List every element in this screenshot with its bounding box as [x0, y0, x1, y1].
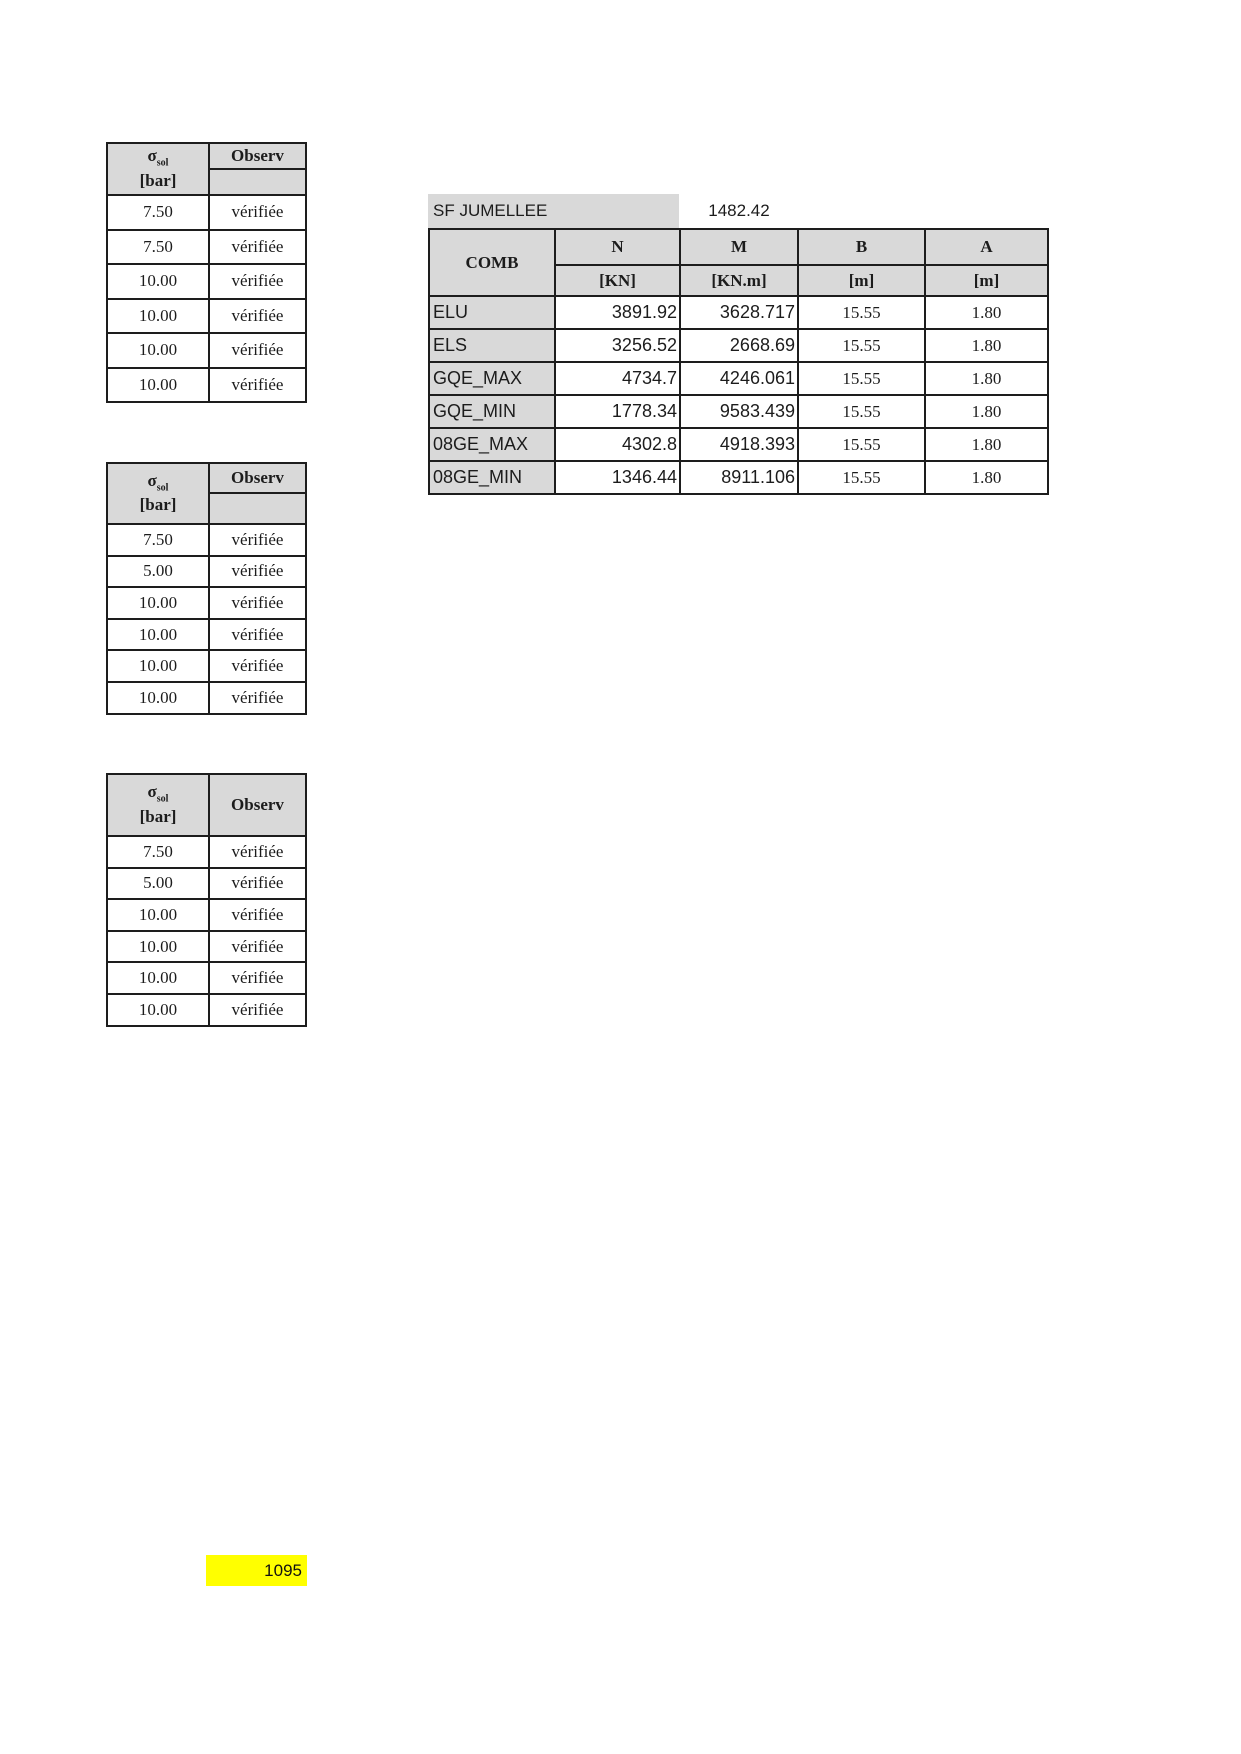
- table-row: [107, 931, 306, 963]
- col-unit-m: [KN.m]: [680, 265, 798, 296]
- table-row: [107, 899, 306, 931]
- table-row: [107, 868, 306, 900]
- observ-value-cell: vérifiée: [209, 524, 306, 556]
- col-unit-b: [m]: [798, 265, 925, 296]
- b-value-cell: 15.55: [798, 461, 925, 494]
- comb-cell: GQE_MIN: [429, 395, 555, 428]
- observ-value-cell: vérifiée: [209, 619, 306, 651]
- m-value-cell: 8911.106: [680, 461, 798, 494]
- sf-jumellee-row: [428, 194, 799, 228]
- table-row: [107, 994, 306, 1026]
- observ-value-cell: vérifiée: [209, 556, 306, 588]
- bar-unit-label: [bar]: [139, 170, 177, 190]
- sigma-table-2: [106, 462, 307, 715]
- observ-value-cell: vérifiée: [209, 962, 306, 994]
- observ-value-cell: vérifiée: [209, 868, 306, 900]
- table-row: [429, 461, 1048, 494]
- bar-unit-label: [bar]: [139, 495, 177, 515]
- col-header-n: N: [555, 229, 680, 265]
- sigma-symbol: σ: [147, 146, 157, 166]
- observ-value-cell: vérifiée: [209, 195, 306, 230]
- sigma-header-cell: [107, 463, 209, 524]
- comb-cell: 08GE_MAX: [429, 428, 555, 461]
- table-row: [107, 299, 306, 334]
- col-header-m: M: [680, 229, 798, 265]
- table-row: [107, 333, 306, 368]
- a-value-cell: 1.80: [925, 362, 1048, 395]
- sigma-symbol: σ: [147, 782, 157, 802]
- a-value-cell: 1.80: [925, 395, 1048, 428]
- sigma-value-cell: 10.00: [107, 619, 209, 651]
- a-value-cell: 1.80: [925, 296, 1048, 329]
- observ-value-cell: vérifiée: [209, 836, 306, 868]
- observ-value-cell: vérifiée: [209, 587, 306, 619]
- comb-cell: ELU: [429, 296, 555, 329]
- table-row: [429, 395, 1048, 428]
- observ-value-cell: vérifiée: [209, 899, 306, 931]
- n-value-cell: 4734.7: [555, 362, 680, 395]
- n-value-cell: 3891.92: [555, 296, 680, 329]
- comb-cell: ELS: [429, 329, 555, 362]
- observ-value-cell: vérifiée: [209, 650, 306, 682]
- table-row: [107, 195, 306, 230]
- sigma-value-cell: 7.50: [107, 230, 209, 265]
- m-value-cell: 9583.439: [680, 395, 798, 428]
- observ-value-cell: vérifiée: [209, 682, 306, 714]
- sigma-value-cell: 10.00: [107, 264, 209, 299]
- sigma-value-cell: 10.00: [107, 682, 209, 714]
- observ-value-cell: vérifiée: [209, 299, 306, 334]
- table-row: [107, 619, 306, 651]
- sigma-subscript: sol: [156, 481, 169, 493]
- comb-cell: GQE_MAX: [429, 362, 555, 395]
- m-value-cell: 4246.061: [680, 362, 798, 395]
- sigma-value-cell: 10.00: [107, 368, 209, 403]
- sf-jumellee-label: SF JUMELLEE: [428, 194, 679, 228]
- sigma-value-cell: 5.00: [107, 556, 209, 588]
- sigma-value-cell: 10.00: [107, 299, 209, 334]
- col-header-a: A: [925, 229, 1048, 265]
- observ-header-subcell: [209, 169, 306, 195]
- m-value-cell: 4918.393: [680, 428, 798, 461]
- sigma-value-cell: 7.50: [107, 524, 209, 556]
- sigma-value-cell: 10.00: [107, 994, 209, 1026]
- sigma-header-cell: [107, 774, 209, 836]
- observ-value-cell: vérifiée: [209, 230, 306, 265]
- observ-value-cell: vérifiée: [209, 994, 306, 1026]
- table-row: [107, 836, 306, 868]
- table-row: [107, 264, 306, 299]
- table-row: [107, 230, 306, 265]
- b-value-cell: 15.55: [798, 362, 925, 395]
- table-row: [107, 587, 306, 619]
- comb-cell: 08GE_MIN: [429, 461, 555, 494]
- observ-header: Observ: [209, 143, 306, 169]
- table-row: [107, 524, 306, 556]
- observ-value-cell: vérifiée: [209, 264, 306, 299]
- sigma-value-cell: 10.00: [107, 931, 209, 963]
- sigma-value-cell: 10.00: [107, 587, 209, 619]
- m-value-cell: 2668.69: [680, 329, 798, 362]
- col-unit-n: [KN]: [555, 265, 680, 296]
- observ-header: Observ: [209, 774, 306, 836]
- a-value-cell: 1.80: [925, 329, 1048, 362]
- sigma-header-cell: [107, 143, 209, 195]
- n-value-cell: 3256.52: [555, 329, 680, 362]
- sigma-table-1: [106, 142, 307, 403]
- col-unit-a: [m]: [925, 265, 1048, 296]
- a-value-cell: 1.80: [925, 428, 1048, 461]
- sigma-value-cell: 10.00: [107, 962, 209, 994]
- highlight-1095: 1095: [206, 1555, 307, 1586]
- sf-jumellee-value: 1482.42: [708, 201, 770, 220]
- sigma-subscript: sol: [156, 157, 169, 169]
- m-value-cell: 3628.717: [680, 296, 798, 329]
- col-header-comb: COMB: [429, 229, 555, 296]
- b-value-cell: 15.55: [798, 395, 925, 428]
- table-row: [429, 428, 1048, 461]
- observ-value-cell: vérifiée: [209, 333, 306, 368]
- sigma-table-3: [106, 773, 307, 1027]
- table-row: [107, 556, 306, 588]
- sigma-value-cell: 10.00: [107, 333, 209, 368]
- table-row: [429, 362, 1048, 395]
- sigma-value-cell: 10.00: [107, 650, 209, 682]
- sigma-symbol: σ: [147, 470, 157, 490]
- sigma-subscript: sol: [156, 793, 169, 805]
- force-table: [428, 228, 1049, 495]
- table-row: [107, 368, 306, 403]
- table-row: [429, 296, 1048, 329]
- table-row: [107, 682, 306, 714]
- b-value-cell: 15.55: [798, 296, 925, 329]
- observ-value-cell: vérifiée: [209, 368, 306, 403]
- a-value-cell: 1.80: [925, 461, 1048, 494]
- b-value-cell: 15.55: [798, 329, 925, 362]
- sigma-value-cell: 5.00: [107, 868, 209, 900]
- table-row: [107, 962, 306, 994]
- observ-header-subcell: [209, 493, 306, 524]
- observ-value-cell: vérifiée: [209, 931, 306, 963]
- col-header-b: B: [798, 229, 925, 265]
- observ-header: Observ: [209, 463, 306, 493]
- table-row: [107, 650, 306, 682]
- n-value-cell: 1778.34: [555, 395, 680, 428]
- b-value-cell: 15.55: [798, 428, 925, 461]
- sigma-value-cell: 10.00: [107, 899, 209, 931]
- bar-unit-label: [bar]: [139, 806, 177, 826]
- n-value-cell: 1346.44: [555, 461, 680, 494]
- table-row: [429, 329, 1048, 362]
- sigma-value-cell: 7.50: [107, 836, 209, 868]
- n-value-cell: 4302.8: [555, 428, 680, 461]
- sigma-value-cell: 7.50: [107, 195, 209, 230]
